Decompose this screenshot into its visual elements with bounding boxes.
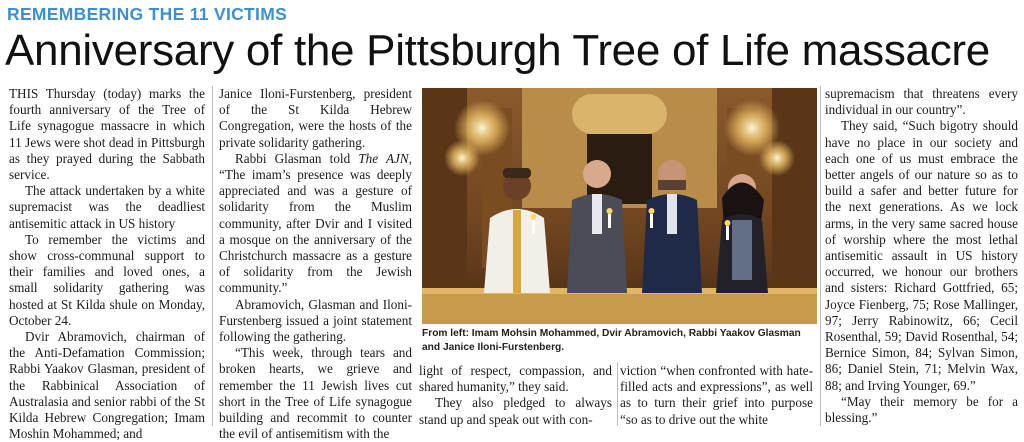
paragraph: “May their memory be for a blessing.” (825, 393, 1018, 426)
paragraph: They also pledged to always stand up and speak out with con- (419, 395, 612, 427)
paragraph: supremacism that threatens every individual in our country”. (825, 86, 1018, 118)
paragraph (219, 151, 412, 297)
paragraph: The attack undertaken by a white supremacist was the deadliest antisemitic attack in US history (9, 183, 205, 231)
paragraph: They said, “Such bigotry should have no place in our society and each one of us must embrace the better angels of our nature so as to build a safer and better future for the next generations. As we lock arms, in the very same sacred house of worship where the most lethal antisemitic assault in US history occurred, we honour our brothers and sisters: Richard Gottfried, 65; Joyce Fienberg, 75; Rose Mallinger, 97; Jerry Rabinowitz, 66; Cecil Rosenthal, 59; David Rosenthal, 54; Bernice Simon, 84; Sylvan Simon, 86; Daniel Stein, 71; Melvin Wax, 88; and Irving Younger, 69.” (825, 118, 1018, 393)
paragraph-text: Rabbi Glasman told (235, 150, 359, 166)
article-column-1 (9, 86, 205, 442)
paragraph: THIS Thursday (today) marks the fourth anniversary of the Tree of Life synagogue massacre in which 11 Jews were shot dead in Pittsburgh as they prayed during the Sabbath service. (9, 86, 205, 183)
column-rule (617, 362, 618, 426)
paragraph: Abramovich, Glasman and Iloni-Furstenberg issued a joint statement following the gathering. (219, 296, 412, 345)
column-rule (820, 86, 821, 426)
headline: Anniversary of the Pittsburgh Tree of Life massacre (5, 26, 990, 75)
article-column-5 (825, 86, 1018, 426)
publication-name: The AJN (358, 150, 409, 166)
paragraph: Janice Iloni-Furstenberg, president of the St Kilda Hebrew Congregation, were the hosts of the private solidarity gathering. (219, 86, 412, 150)
article-column-4 (620, 363, 813, 428)
paragraph-text: , “The imam’s presence was deeply appreciated and was a gesture of solidarity from the Muslim community, after Dvir and I visited a mosque on the anniversary of the Christchurch massacre as a gesture of solidarity from the Jewish community.” (219, 150, 412, 296)
paragraph: Dvir Abramovich, chairman of the Anti-Defamation Commission; Rabbi Yaakov Glasman, president of the Rabbinical Association of Australasia and senior rabbi of the St Kilda Hebrew Congregation; Imam Moshin Mohammed; and (9, 329, 205, 442)
column-rule (212, 86, 213, 426)
synagogue-photo (422, 88, 817, 324)
paragraph: light of respect, compassion, and shared humanity,” they said. (419, 363, 612, 395)
article-column-3 (419, 363, 612, 428)
article-column-2 (219, 86, 412, 442)
paragraph: viction “when confronted with hate-filled acts and expressions”, as well as to turn their grief into purpose “so as to drive out the white (620, 363, 813, 427)
paragraph: To remember the victims and show cross-communal support to their families and loved ones, a small solidarity gathering was hosted at St Kilda shule on Monday, October 24. (9, 231, 205, 328)
article-photo (422, 88, 817, 324)
photo-caption: From left: Imam Mohsin Mohammed, Dvir Abramovich, Rabbi Yaakov Glasman and Janice Iloni-Furstenberg. (422, 328, 801, 353)
paragraph: “This week, through tears and broken hearts, we grieve and remember the 11 Jewish lives cut short in the Tree of Life synagogue building and recommit to counter the evil of antisemitism with the (219, 345, 412, 442)
section-kicker: REMEMBERING THE 11 VICTIMS (7, 4, 288, 24)
